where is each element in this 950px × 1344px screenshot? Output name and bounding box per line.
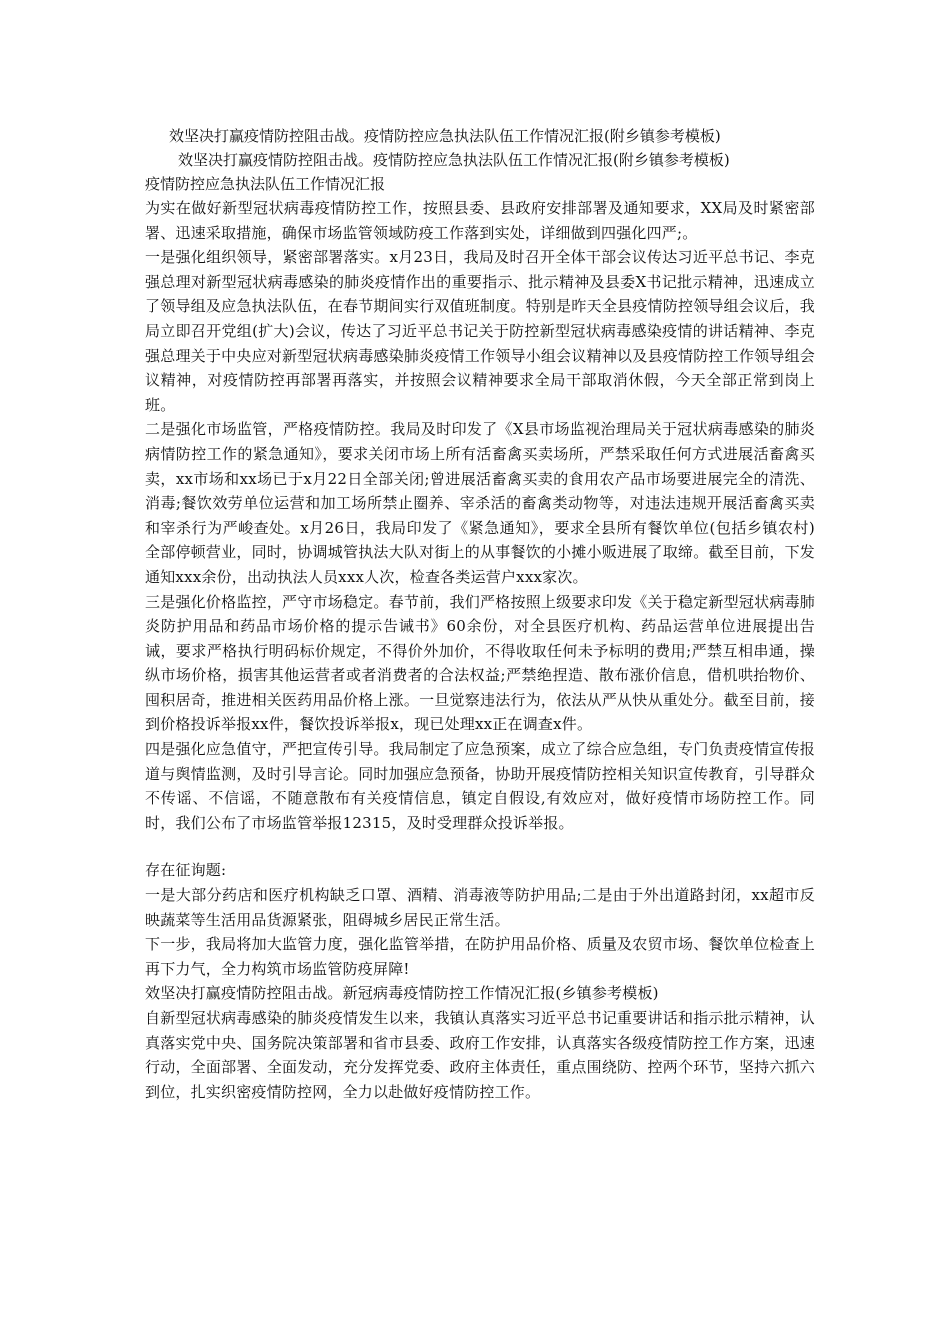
paragraph-gap bbox=[145, 835, 815, 858]
second-report-title: 效坚决打赢疫情防控阻击战。新冠病毒疫情防控工作情况汇报(乡镇参考模板) bbox=[145, 984, 659, 1003]
report-heading: 疫情防控应急执法队伍工作情况汇报 bbox=[145, 175, 386, 193]
issues-paragraph: 一是大部分药店和医疗机构缺乏口罩、酒精、消毒液等防护用品;二是由于外出道路封闭，xx超市反映蔬菜等生活用品货源紧张，阻碍城乡居民正常生活。 bbox=[145, 886, 815, 929]
section-organization-paragraph: 一是强化组织领导，紧密部署落实。x月23日，我局及时召开全体干部会议传达习近平总书记、李克强总理对新型冠状病毒感染的肺炎疫情作出的重要指示、批示精神及县委X书记批示精神，迅速成立了领导组及应急执法队伍，在春节期间实行双值班制度。特别是昨天全县疫情防控领导组会议后，我局立即召开党组(扩大)会议，传达了习近平总书记关于防控新型冠状病毒感染疫情的讲话精神、李克强总理关于中央应对新型冠状病毒感染肺炎疫情工作领导小组会议精神以及县疫情防控工作领导组会议精神，对疫情防控再部署再落实，并按照会议精神要求全局干部取消休假，今天全部正常到岗上班。 bbox=[145, 248, 815, 414]
next-step-paragraph: 下一步，我局将加大监管力度，强化监管举措，在防护用品价格、质量及农贸市场、餐饮单位检查上再下力气，全力构筑市场监管防疫屏障! bbox=[145, 935, 815, 978]
section-emergency-duty-paragraph: 四是强化应急值守，严把宣传引导。我局制定了应急预案，成立了综合应急组，专门负责疫情宣传报道与舆情监测，及时引导言论。同时加强应急预备，协助开展疫情防控相关知识宣传教育，引导群众不传谣、不信谣，不随意散布有关疫情信息，镇定自假设,有效应对，做好疫情市场防控工作。同时，我们公布了市场监管举报12315，及时受理群众投诉举报。 bbox=[145, 740, 815, 832]
issues-heading: 存在征询题: bbox=[145, 861, 227, 880]
document-body bbox=[145, 124, 815, 1104]
section-price-control-paragraph: 三是强化价格监控，严守市场稳定。春节前，我们严格按照上级要求印发《关于稳定新型冠状病毒肺炎防护用品和药品市场价格的提示告诫书》60余份，对全县医疗机构、药品运营单位进展提出告诫，要求严格执行明码标价规定，不得价外加价，不得收取任何未予标明的费用;严禁互相串通，操纵市场价格，损害其他运营者或者消费者的合法权益;严禁绝捏造、散布涨价信息，借机哄抬物价、囤积居奇，推进相关医药用品价格上涨。一旦觉察违法行为，依法从严从快从重处分。截至目前，接到价格投诉举报xx件，餐饮投诉举报x，现已处理xx正在调查x件。 bbox=[145, 592, 815, 734]
second-report-intro: 自新型冠状病毒感染的肺炎疫情发生以来，我镇认真落实习近平总书记重要讲话和指示批示精神，认真落实党中央、国务院决策部署和省市县委、政府工作安排，认真落实各级疫情防控工作方案，迅速行动，全面部署、全面发动，充分发挥党委、政府主体责任，重点围绕防、控两个环节，坚持六抓六到位，扎实织密疫情防控网，全力以赴做好疫情防控工作。 bbox=[145, 1009, 815, 1101]
section-market-supervision-paragraph: 二是强化市场监管，严格疫情防控。我局及时印发了《X县市场监视治理局关于冠状病毒感染的肺炎病情防控工作的紧急通知》，要求关闭市场上所有活畜禽买卖场所，严禁采取任何方式进展活畜禽买卖，xx市场和xx场已于x月22日全部关闭;曾进展活畜禽买卖的食用农产品市场要进展完全的清洗、消毒;餐饮效劳单位运营和加工场所禁止圈养、宰杀活的畜禽类动物等，对违法违规开展活畜禽买卖和宰杀行为严峻查处。x月26日，我局印发了《紧急通知》，要求全县所有餐饮单位(包括乡镇农村)全部停顿营业，同时，协调城管执法大队对街上的从事餐饮的小摊小贩进展了取缔。截至目前，下发通知xxx余份，出动执法人员xxx人次，检查各类运营户xxx家次。 bbox=[145, 420, 815, 586]
document-title-line-2: 效坚决打赢疫情防控阻击战。疫情防控应急执法队伍工作情况汇报(附乡镇参考模板) bbox=[178, 151, 730, 169]
intro-paragraph: 为实在做好新型冠状病毒疫情防控工作，按照县委、县政府安排部署及通知要求，XX局及时紧密部署、迅速采取措施，确保市场监管领域防疫工作落到实处，详细做到四强化四严;。 bbox=[145, 199, 815, 242]
document-title-line-1: 效坚决打赢疫情防控阻击战。疫情防控应急执法队伍工作情况汇报(附乡镇参考模板) bbox=[169, 127, 721, 145]
